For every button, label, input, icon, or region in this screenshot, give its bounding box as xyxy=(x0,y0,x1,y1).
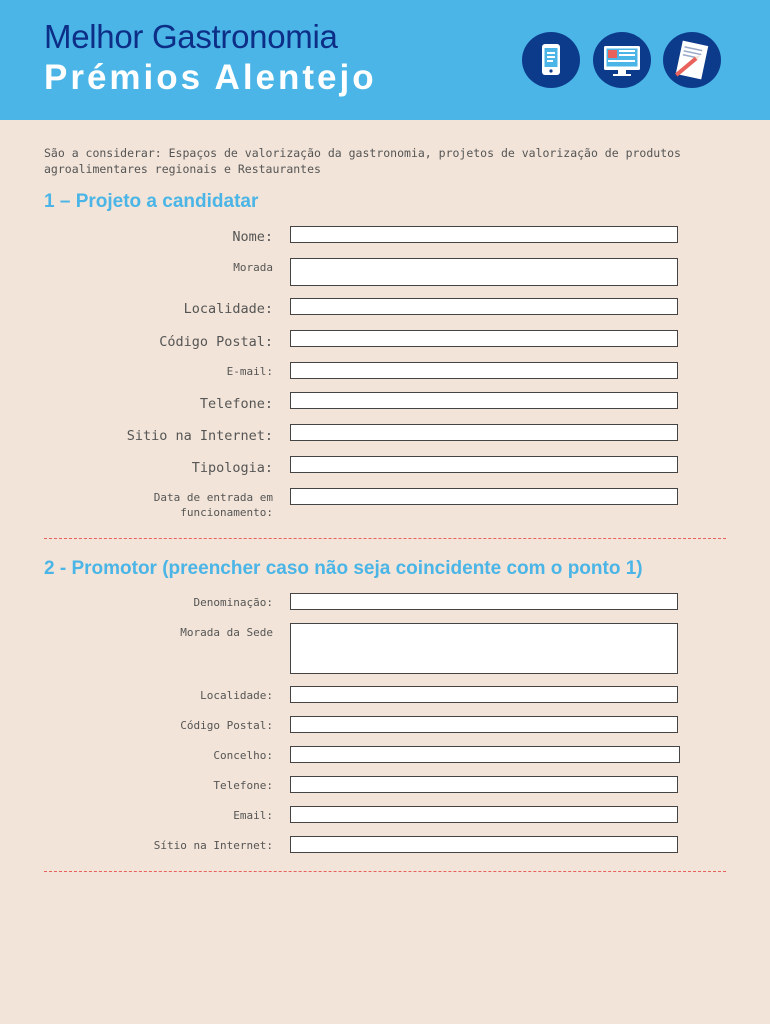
promotor-email-label: Email: xyxy=(233,809,273,822)
section-divider-2 xyxy=(44,871,726,872)
telefone-label: Telefone: xyxy=(199,396,273,412)
morada-field[interactable] xyxy=(290,258,678,286)
promotor-localidade-label: Localidade: xyxy=(200,689,273,702)
header-title: Melhor Gastronomia xyxy=(44,18,338,55)
section-2-title: 2 - Promotor (preencher caso não seja coincidente com o ponto 1) xyxy=(44,558,643,579)
mobile-phone-icon xyxy=(522,32,580,88)
header-banner xyxy=(0,0,770,120)
tipologia-field[interactable] xyxy=(290,456,678,473)
morada-label: Morada xyxy=(233,261,273,274)
codigo-postal-label: Código Postal: xyxy=(159,334,273,350)
email-label: E-mail: xyxy=(226,365,273,378)
promotor-localidade-field[interactable] xyxy=(290,686,678,703)
data-entrada-field[interactable] xyxy=(290,488,678,505)
denominacao-label: Denominação: xyxy=(193,596,273,609)
section-1-title: 1 – Projeto a candidatar xyxy=(44,191,259,212)
intro-text: São a considerar: Espaços de valorização da gastronomia, projetos de valorização de produtos agroalimentares regionais e Restaurantes xyxy=(44,146,681,176)
concelho-field[interactable] xyxy=(290,746,680,763)
data-entrada-label-line1: Data de entrada em xyxy=(153,491,273,504)
data-entrada-label-line2: funcionamento: xyxy=(180,506,273,519)
header-subtitle: Prémios Alentejo xyxy=(44,58,377,97)
nome-label: Nome: xyxy=(232,229,273,245)
computer-monitor-icon xyxy=(593,32,651,88)
concelho-label: Concelho: xyxy=(213,749,273,762)
denominacao-field[interactable] xyxy=(290,593,678,610)
promotor-codigo-postal-field[interactable] xyxy=(290,716,678,733)
promotor-telefone-label: Telefone: xyxy=(213,779,273,792)
codigo-postal-field[interactable] xyxy=(290,330,678,347)
section-divider-1 xyxy=(44,538,726,539)
morada-sede-label: Morada da Sede xyxy=(180,626,273,639)
promotor-telefone-field[interactable] xyxy=(290,776,678,793)
email-field[interactable] xyxy=(290,362,678,379)
localidade-label: Localidade: xyxy=(183,301,273,317)
tipologia-label: Tipologia: xyxy=(191,460,273,476)
document-pen-icon xyxy=(663,32,721,88)
sitio-field[interactable] xyxy=(290,424,678,441)
promotor-codigo-postal-label: Código Postal: xyxy=(180,719,273,732)
localidade-field[interactable] xyxy=(290,298,678,315)
promotor-email-field[interactable] xyxy=(290,806,678,823)
morada-sede-field[interactable] xyxy=(290,623,678,674)
telefone-field[interactable] xyxy=(290,392,678,409)
nome-field[interactable] xyxy=(290,226,678,243)
promotor-sitio-field[interactable] xyxy=(290,836,678,853)
promotor-sitio-label: Sítio na Internet: xyxy=(153,839,273,852)
sitio-label: Sitio na Internet: xyxy=(126,428,273,444)
